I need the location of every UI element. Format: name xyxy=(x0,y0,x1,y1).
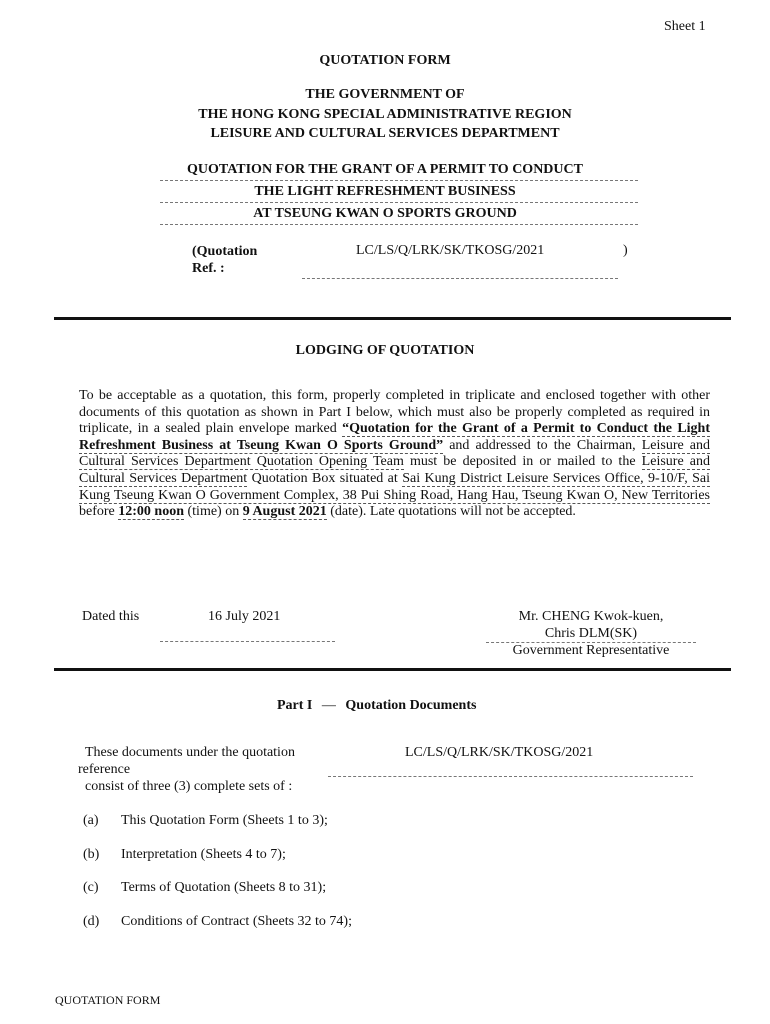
opening-team: Leisure and Cultural Services Department Quotation Opening Team xyxy=(79,437,710,470)
quotation-ref-value: LC/LS/Q/LRK/SK/TKOSG/2021 xyxy=(356,243,545,258)
title-dotted-rule-1 xyxy=(160,180,638,181)
quotation-title-line-1: QUOTATION FOR THE GRANT OF A PERMIT TO CONDUCT xyxy=(187,162,583,177)
title-dotted-rule-3 xyxy=(160,224,638,225)
part1-heading xyxy=(277,698,476,714)
lodging-text-7: (date). Late quotations will not be accepted. xyxy=(326,504,576,520)
quotation-title-line-2: THE LIGHT REFRESHMENT BUSINESS xyxy=(254,184,516,199)
lodging-text-1: To be acceptable as a quotation, this form, properly completed in triplicate and enclosed together with other documents of this quotation as shown in Part I below, which must also be properly completed as required in triplicate, in a sealed plain envelope marked xyxy=(79,388,710,437)
closing-date: 9 August 2021 xyxy=(242,504,327,520)
department-name: Leisure and Cultural Services Department xyxy=(79,454,710,486)
quotation-ref-dotted-rule xyxy=(302,278,618,279)
page-footer: QUOTATION FORM xyxy=(55,993,161,1007)
section-rule-1 xyxy=(54,317,731,320)
header-line-1: THE GOVERNMENT OF xyxy=(305,87,465,102)
list-item-label: (a) xyxy=(83,813,99,828)
part1-title: Quotation Documents xyxy=(345,698,477,713)
list-item xyxy=(83,813,328,829)
lodging-text-5: before xyxy=(79,504,119,520)
quotation-ref-close: ) xyxy=(623,243,628,258)
quotation-title-line-3: AT TSEUNG KWAN O SPORTS GROUND xyxy=(253,206,517,221)
lodging-text-2: and addressed to the Chairman, xyxy=(443,437,642,453)
dated-dotted-rule xyxy=(160,641,335,642)
list-item-text: Interpretation (Sheets 4 to 7); xyxy=(121,847,286,862)
closing-time: 12:00 noon xyxy=(118,504,184,520)
envelope-mark: “Quotation for the Grant of a Permit to Conduct the Light Refreshment Business at Tseung Kwan O Sports Ground” xyxy=(79,421,710,453)
list-item xyxy=(83,847,286,863)
representative-name-1: Mr. CHENG Kwok-kuen, xyxy=(518,609,664,624)
lodging-heading: LODGING OF QUOTATION xyxy=(295,343,475,358)
list-item-text: This Quotation Form (Sheets 1 to 3); xyxy=(121,813,328,828)
list-item-label: (d) xyxy=(83,914,100,929)
representative-name-2: Chris DLM(SK) xyxy=(544,626,638,641)
dated-label: Dated this xyxy=(82,609,140,624)
list-item xyxy=(83,880,326,896)
section-rule-2 xyxy=(54,668,731,671)
representative-title: Government Representative xyxy=(512,643,670,658)
part1-intro-line-3: consist of three (3) complete sets of : xyxy=(85,779,293,794)
title-dotted-rule-2 xyxy=(160,202,638,203)
header-line-3: LEISURE AND CULTURAL SERVICES DEPARTMENT xyxy=(210,126,560,141)
part1-intro-line-1: These documents under the quotation xyxy=(85,745,295,760)
part1-dash: — xyxy=(321,698,336,713)
form-title: QUOTATION FORM xyxy=(319,53,451,68)
list-item-text: Conditions of Contract (Sheets 32 to 74); xyxy=(121,914,352,929)
lodging-text-3: must be deposited in or mailed to the xyxy=(403,454,642,470)
part1-ref-dotted-rule xyxy=(328,776,693,777)
list-item-label: (b) xyxy=(83,847,100,862)
part1-ref-value: LC/LS/Q/LRK/SK/TKOSG/2021 xyxy=(405,745,594,760)
dated-value: 16 July 2021 xyxy=(208,609,281,624)
lodging-text-6: (time) on xyxy=(184,504,243,520)
part1-label: Part I xyxy=(277,698,313,713)
header-line-2: THE HONG KONG SPECIAL ADMINISTRATIVE REGION xyxy=(198,107,572,122)
lodging-text-4: Quotation Box situated at xyxy=(247,470,403,486)
lodging-paragraph xyxy=(79,388,710,521)
list-item-text: Terms of Quotation (Sheets 8 to 31); xyxy=(121,880,327,895)
quotation-ref-label: (Quotation Ref. : xyxy=(192,244,258,276)
quotation-box-address: Sai Kung District Leisure Services Office, 9-10/F, Sai Kung Tseung Kwan O Government Complex, 38 Pui Shing Road, Hang Hau, Tseung Kwan O, New Territories xyxy=(79,470,710,503)
list-item-label: (c) xyxy=(83,880,99,895)
list-item xyxy=(83,914,352,930)
part1-intro-line-2: reference xyxy=(78,762,131,777)
sheet-number: Sheet 1 xyxy=(664,19,706,34)
